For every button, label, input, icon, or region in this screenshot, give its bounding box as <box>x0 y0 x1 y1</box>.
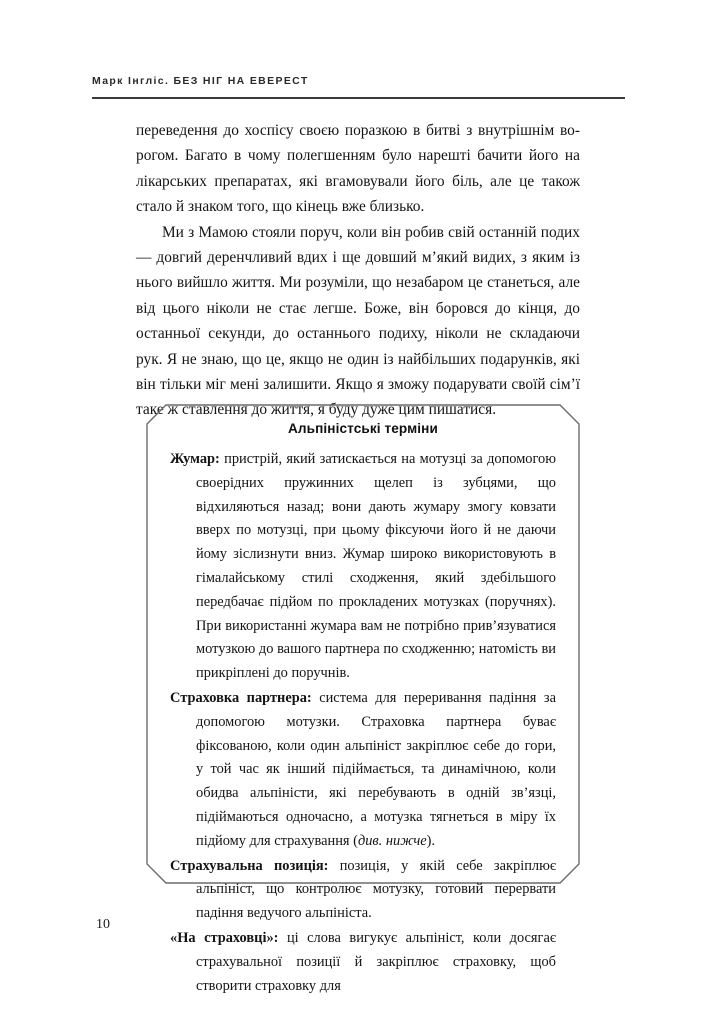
glossary-entry-na-strahovtsi <box>170 927 556 998</box>
body-paragraph-1: переведення до хоспісу своєю поразкою в битві з внутрішнім ворогом. Багато в чому полегшенням було нарешті бачити його на лікарських препаратах, які вгамовували його біль, але це також стало й знаком того, що кінець вже близько. <box>136 122 580 216</box>
glossary-term-emphasis: див. нижче <box>357 832 427 849</box>
glossary-term-definition: позиція, у якій себе закріплює альпініст, що контролює мотузку, готовий перервати падіння ведучого альпініста. <box>196 857 557 922</box>
glossary-entry-zhumar <box>170 448 556 686</box>
running-head-title: Марк Інгліс. БЕЗ НІГ НА ЕВЕРЕСТ <box>92 75 309 87</box>
glossary-term-name: Страхувальна позиція: <box>170 857 329 874</box>
glossary-term-definition: система для переривання падіння за допомогою мотузки. Страховка партнера буває фіксованою, коли один альпініст закріплює себе до гори, у той час як інший підіймається, та динамічною, коли обидва альпіністи, які перебувають в одній зв’язці, підіймаються одночасно, а мотузка тягнеться в міру їх підйому для страхування ( <box>196 689 556 849</box>
glossary-entry-strahovka-partnera <box>170 687 556 854</box>
glossary-title: Альпіністські терміни <box>288 421 438 436</box>
running-head <box>92 74 625 99</box>
glossary-term-definition-tail: ). <box>426 832 436 849</box>
glossary-term-name: Жумар: <box>170 451 220 467</box>
glossary-term-definition: ці слова вигукує альпініст, коли досягає страхувальної позиції й закріплює страховку, щоб створити страховку для <box>196 929 557 994</box>
glossary-term-list <box>170 448 556 998</box>
glossary-term-definition: пристрій, який затискається на мотузці за допомогою своерідних пружинних щелеп із зубцями, що відхиляються назад; вони дають жумару змогу ковзати вверх по мотузці, при цьому фіксуючи його й не даючи йому зіслизнути вниз. Жумар широко використовують в гімалайському стилі сходження, який здебільшого передбачає підйом по прокладених мотузках (поручнях). При використанні жумара вам не потрібно прив’язуватися мотузкою до вашого партнера по сходженню; натомість ви прикріплені до поручнів. <box>196 451 556 682</box>
glossary-entry-strahuvalna-pozytsiya <box>170 855 556 926</box>
glossary-box-content <box>158 418 568 994</box>
body-text-column <box>136 118 580 423</box>
header-divider <box>92 97 625 99</box>
page-number: 10 <box>96 917 110 932</box>
glossary-box <box>146 404 580 994</box>
glossary-term-name: «На страховці»: <box>170 929 279 946</box>
body-paragraph-2: Ми з Мамою стояли поруч, коли він робив свій останній подих — довгий деренчливий вдих і ще довший м’який видих, з яким із нього вийшло життя. Ми розуміли, що незабаром це станеться, але від цього ніколи не стає легше. Боже, він боровся до кінця, до останньої секунди, до останнього подиху, ніколи не складаючи рук. Я не знаю, що це, якщо не один із найбільших подарунків, які він тільки міг мені залишити. Якщо я зможу подарувати своїй сім’ї таке ж ставлення до життя, я буду дуже цим пишатися. <box>136 223 580 419</box>
glossary-term-name: Страховка партнера: <box>170 689 312 706</box>
